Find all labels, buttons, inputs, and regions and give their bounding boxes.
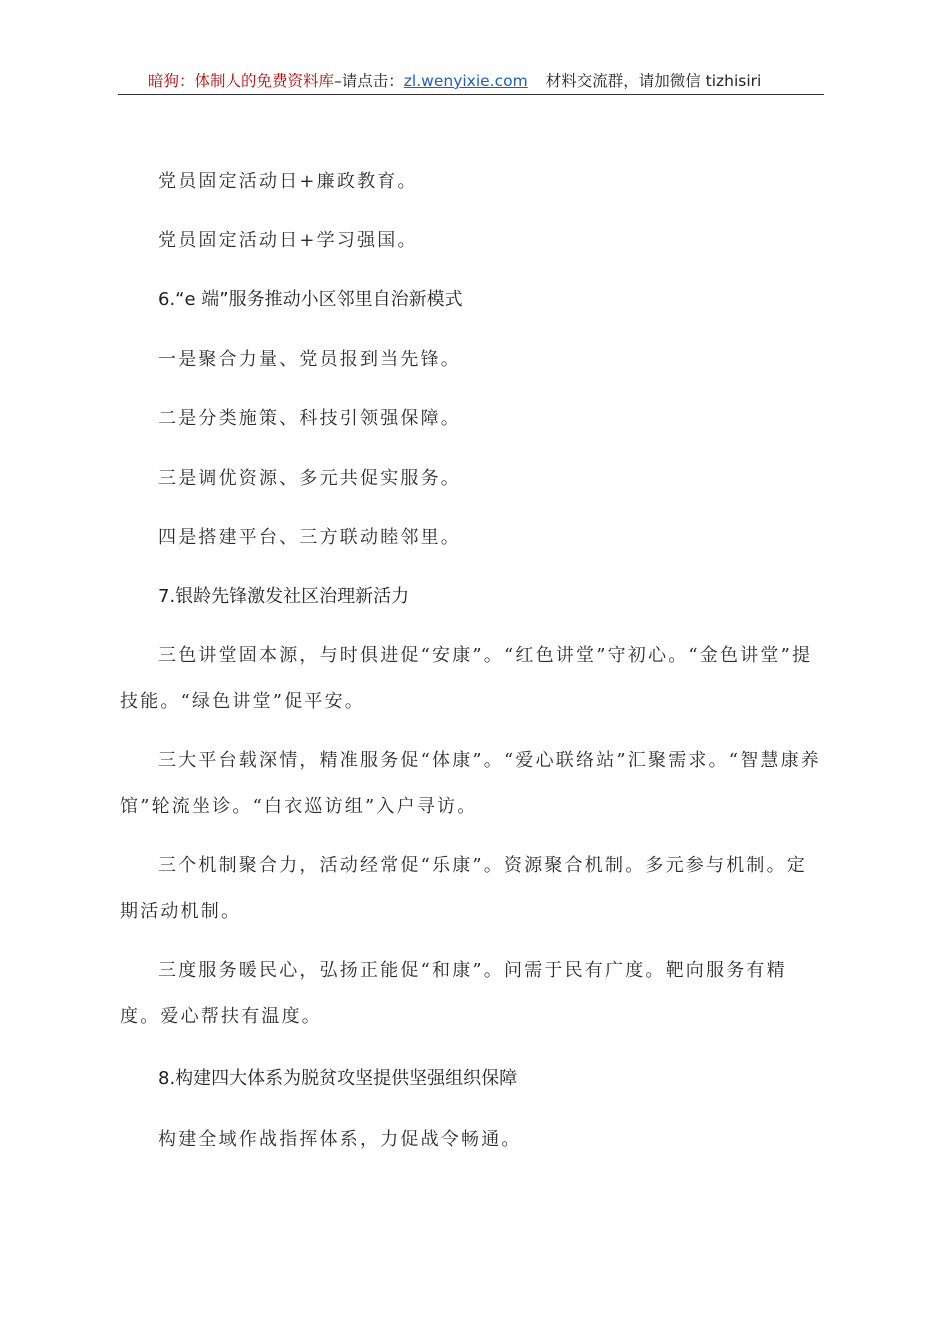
body-line: 二是分类施策、科技引领强保障。 — [158, 408, 461, 429]
page-header — [118, 68, 824, 95]
body-line: 四是搭建平台、三方联动睦邻里。 — [158, 527, 461, 548]
section-heading-6: 6.“e 端”服务推动小区邻里自治新模式 — [158, 289, 463, 310]
body-paragraph: 三大平台载深情，精准服务促“体康”。“爱心联络站”汇聚需求。“智慧康养馆”轮流坐诊。“白衣巡访组”入户寻访。 — [120, 750, 822, 817]
body-line: 党员固定活动日+学习强国。 — [158, 230, 418, 251]
header-contact: 材料交流群，请加微信 tizhisiri — [545, 72, 762, 90]
body-line: 构建全域作战指挥体系，力促战令畅通。 — [158, 1129, 522, 1150]
body-line: 一是聚合力量、党员报到当先锋。 — [158, 349, 461, 370]
section-heading-7: 7.银龄先锋激发社区治理新活力 — [158, 586, 410, 607]
body-paragraph: 三度服务暖民心，弘扬正能促“和康”。问需于民有广度。靶向服务有精度。爱心帮扶有温度。 — [120, 960, 787, 1027]
section-heading-8: 8.构建四大体系为脱贫攻坚提供坚强组织保障 — [158, 1068, 518, 1089]
body-paragraph: 三色讲堂固本源，与时俱进促“安康”。“红色讲堂”守初心。“金色讲堂”提技能。“绿色讲堂”促平安。 — [120, 645, 813, 712]
header-prompt: –请点击： — [334, 72, 404, 90]
header-link[interactable]: zl.wenyixie.com — [403, 72, 528, 90]
body-line: 三是调优资源、多元共促实服务。 — [158, 468, 461, 489]
body-line: 党员固定活动日+廉政教育。 — [158, 171, 418, 192]
header-brand: 暗狗：体制人的免费资料库 — [148, 72, 335, 90]
body-paragraph: 三个机制聚合力，活动经常促“乐康”。资源聚合机制。多元参与机制。定期活动机制。 — [120, 855, 808, 922]
